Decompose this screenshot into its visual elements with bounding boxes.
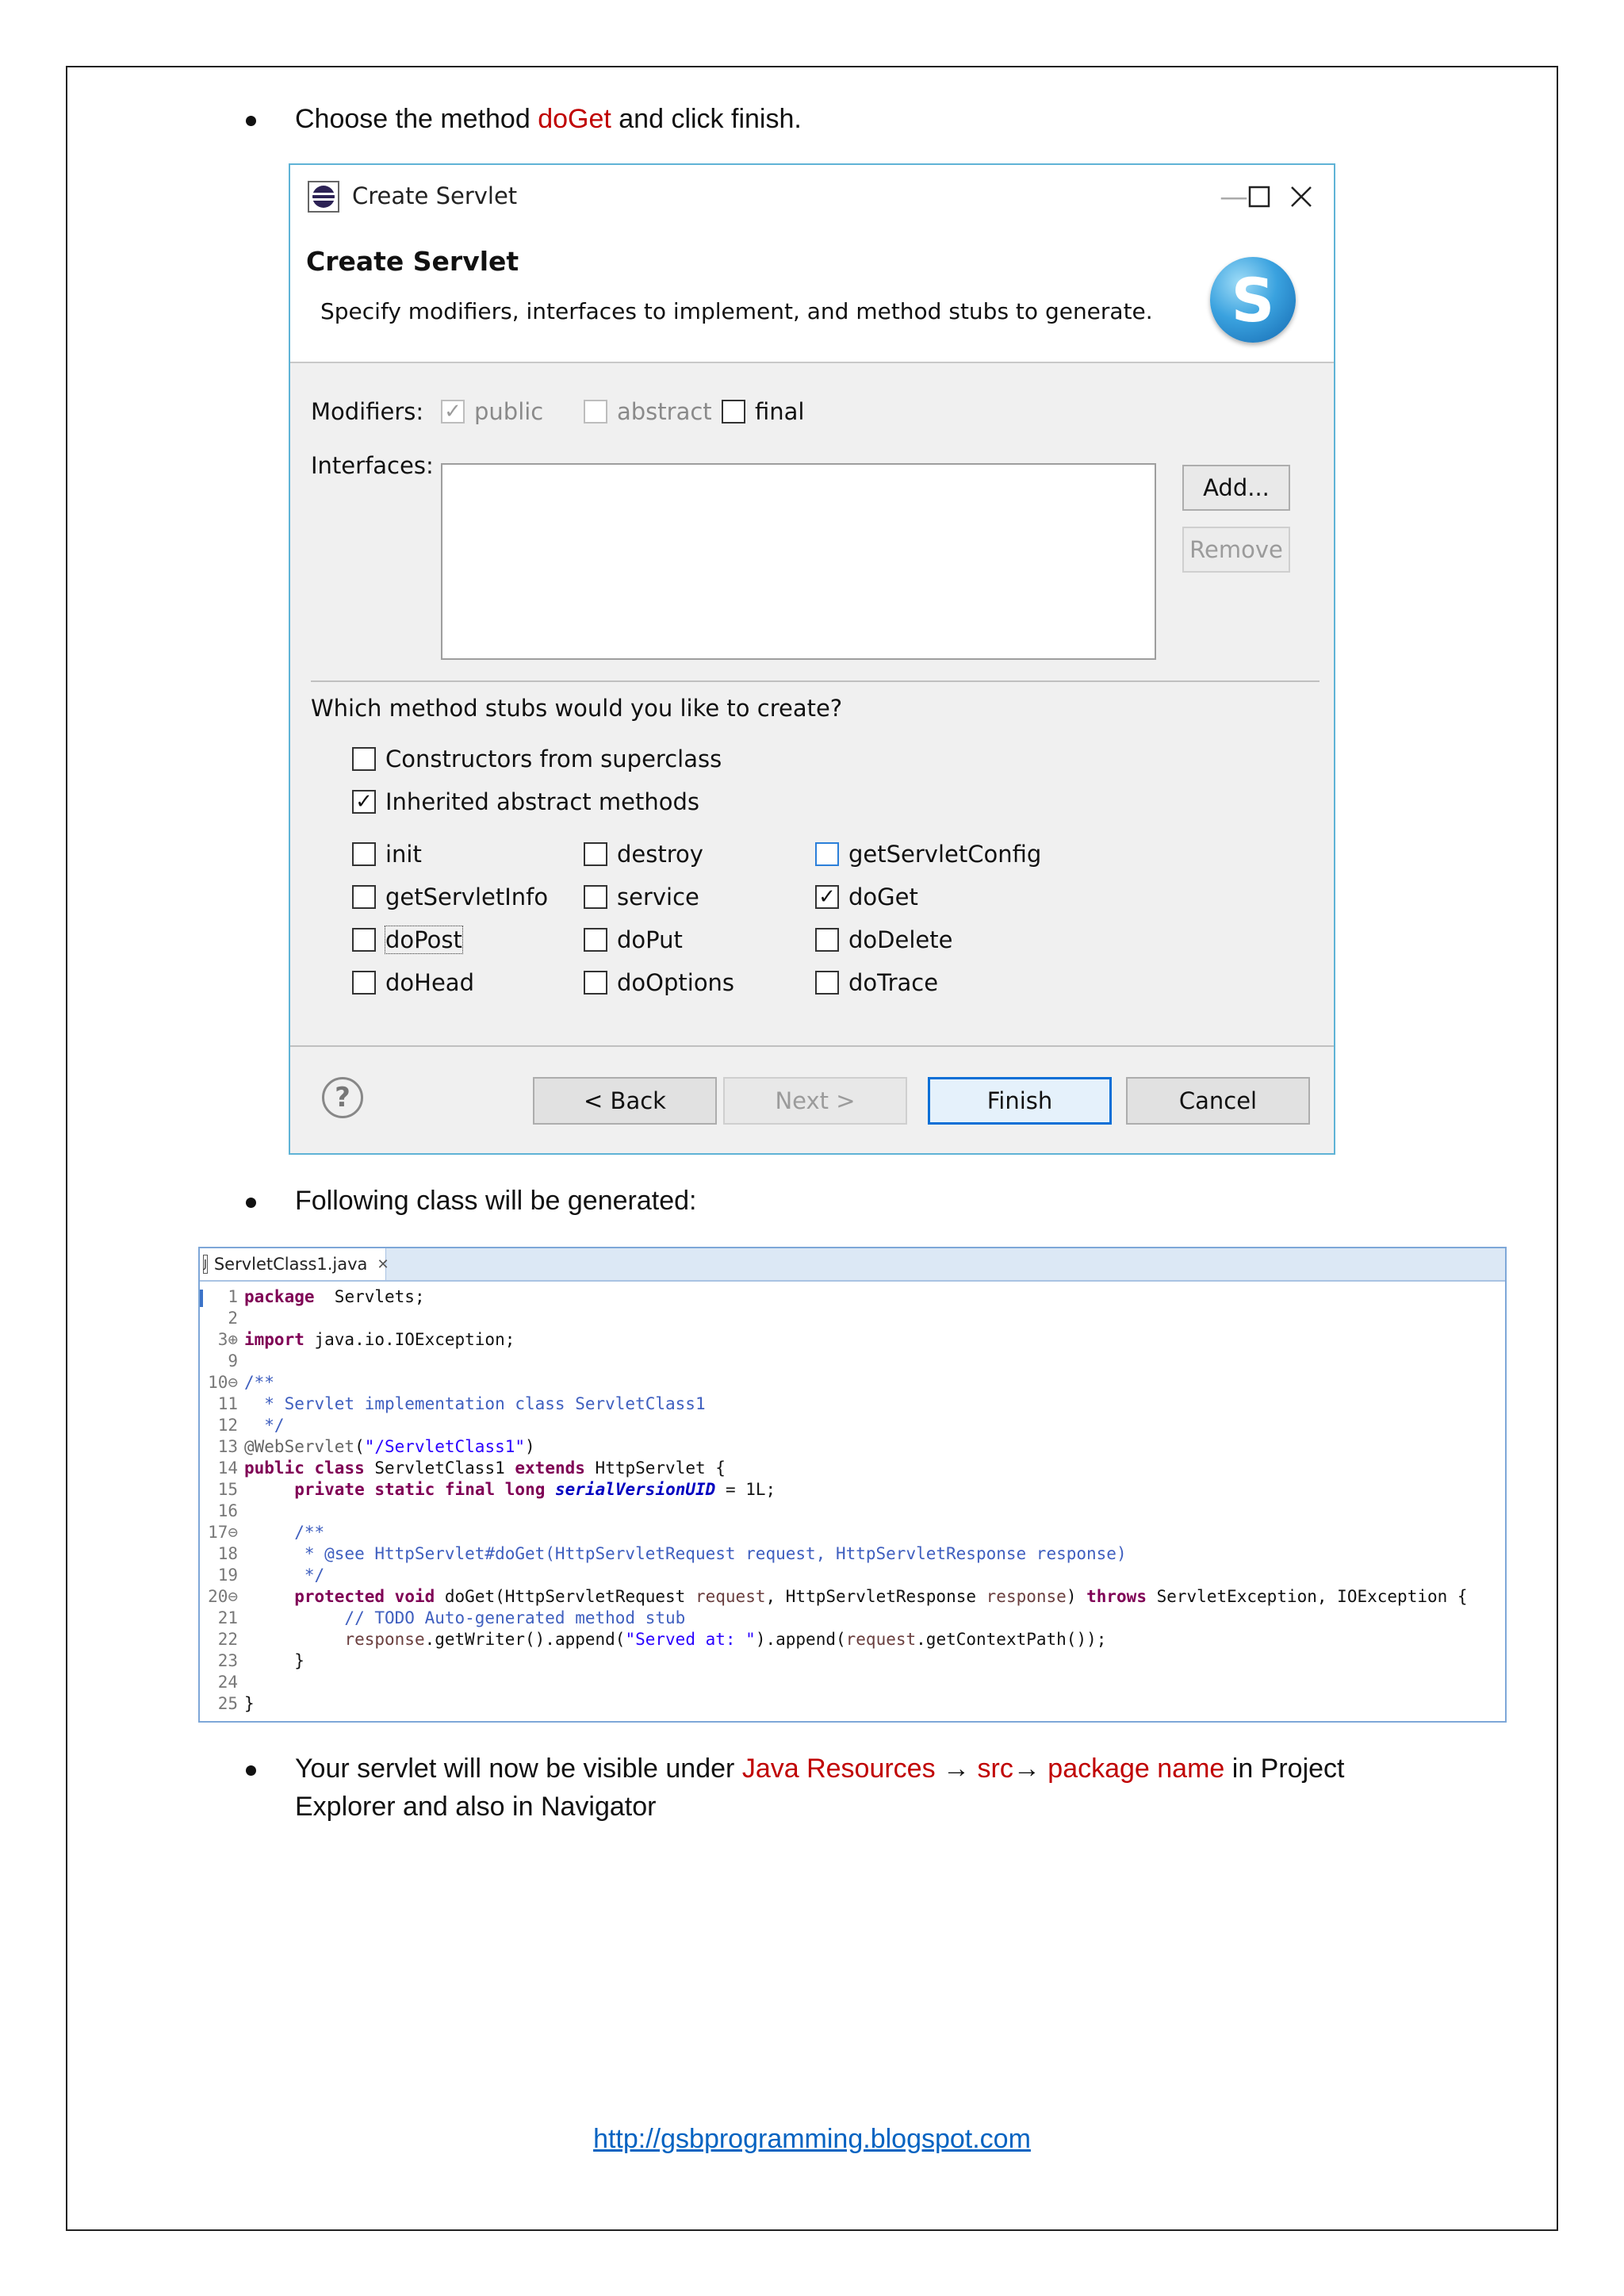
minimize-icon[interactable]: — [1220,180,1248,213]
code-line [200,1286,1505,1308]
constructors-checkbox[interactable] [352,747,376,771]
line-source: /** [244,1373,274,1392]
eclipse-icon [308,181,339,213]
editor-tab[interactable] [200,1248,389,1280]
service-label: service [617,884,699,910]
code-line [200,1393,1505,1415]
line-source: // TODO Auto-generated method stub [244,1608,686,1627]
line-source: /** [244,1523,325,1542]
check-icon: ✓ [444,400,462,424]
getservletconfig-checkbox[interactable] [815,842,839,866]
line-source: protected void doGet(HttpServletRequest request, HttpServletResponse response) throws ServletException, IOException { [294,1587,1468,1606]
dodelete-label: doDelete [848,926,953,953]
close-tab-icon[interactable]: ✕ [377,1255,389,1273]
line-number: 16 [217,1501,238,1520]
cancel-button[interactable]: Cancel [1126,1077,1310,1125]
bullet-text-part: Your servlet will now be visible under [295,1754,742,1784]
code-line [200,1565,1505,1586]
getservletconfig-label: getServletConfig [848,841,1042,868]
abstract-checkbox[interactable] [584,400,607,424]
create-servlet-dialog [289,163,1335,1155]
final-label: final [755,398,805,425]
doget-label: doGet [848,884,918,910]
line-number: 10⊖ [208,1373,238,1392]
line-source: * @see HttpServlet#doGet(HttpServletRequest request, HttpServletResponse response) [244,1544,1127,1563]
line-number: 1 [228,1287,238,1306]
add-button[interactable]: Add... [1182,465,1290,511]
line-number: 21 [217,1608,238,1627]
code-area[interactable] [200,1286,1505,1715]
getservletinfo-label: getServletInfo [385,884,549,910]
code-line [200,1543,1505,1565]
dotrace-label: doTrace [848,969,939,996]
dohead-checkbox[interactable] [352,971,376,995]
line-number: 13 [217,1437,238,1456]
line-source: private static final long serialVersionUID = 1L; [294,1480,776,1499]
line-source: } [244,1651,304,1670]
line-source: public class ServletClass1 extends HttpServlet { [244,1458,726,1478]
src-highlight: src [977,1754,1013,1784]
line-number: 11 [217,1394,238,1413]
dooptions-checkbox[interactable] [584,971,607,995]
line-number: 9 [228,1351,238,1370]
close-icon[interactable] [1274,173,1329,220]
code-line [200,1479,1505,1501]
editor-tabbar [200,1248,1505,1282]
divider [311,680,1320,682]
help-icon[interactable]: ? [322,1077,363,1118]
final-checkbox[interactable] [722,400,745,424]
next-button[interactable]: Next > [723,1077,907,1125]
doput-checkbox[interactable] [584,928,607,952]
line-number: 20⊖ [208,1587,238,1606]
line-source: * Servlet implementation class ServletClass1 [244,1394,706,1413]
arrow-icon: → [1013,1754,1048,1784]
check-icon: ✓ [818,885,836,909]
line-source: @WebServlet("/ServletClass1") [244,1437,535,1456]
footer-link[interactable]: http://gsbprogramming.blogspot.com [593,2124,1031,2154]
code-line [200,1650,1505,1672]
header-title: Create Servlet [306,246,519,277]
code-editor [198,1247,1507,1723]
line-source: */ [244,1416,285,1435]
line-number: 23 [217,1651,238,1670]
method-highlight: doGet [538,104,611,134]
interfaces-list[interactable] [441,463,1156,660]
check-icon: ✓ [355,790,373,814]
line-number: 14 [217,1458,238,1478]
java-file-icon: J [203,1255,208,1274]
modifiers-label: Modifiers: [311,398,424,425]
code-line [200,1608,1505,1629]
code-line [200,1436,1505,1458]
code-line [200,1629,1505,1650]
dooptions-label: doOptions [617,969,735,996]
interfaces-label: Interfaces: [311,452,434,479]
line-number: 19 [217,1566,238,1585]
line-source: */ [244,1566,325,1585]
dotrace-checkbox[interactable] [815,971,839,995]
package-name-highlight: package name [1048,1754,1225,1784]
code-line [200,1586,1505,1608]
inherited-methods-label: Inherited abstract methods [385,788,699,815]
public-label: public [474,398,544,425]
window-title: Create Servlet [352,182,518,209]
stubs-question: Which method stubs would you like to create? [311,695,843,722]
line-number: 25 [217,1694,238,1713]
line-source: package Servlets; [244,1287,425,1306]
back-button[interactable]: < Back [533,1077,717,1125]
code-line [200,1458,1505,1479]
line-number: 2 [228,1309,238,1328]
abstract-label: abstract [617,398,712,425]
doget-checkbox[interactable] [815,885,839,909]
destroy-checkbox[interactable] [584,842,607,866]
dopost-label: doPost [385,926,462,953]
code-line [200,1522,1505,1543]
line-number: 22 [217,1630,238,1649]
dialog-header [290,230,1334,363]
header-description: Specify modifiers, interfaces to implement, and method stubs to generate. [320,298,1153,324]
code-line [200,1372,1505,1393]
bullet-dot [246,116,256,126]
init-checkbox[interactable] [352,842,376,866]
finish-button[interactable]: Finish [928,1077,1112,1125]
init-label: init [385,841,422,868]
code-line [200,1308,1505,1329]
java-resources-highlight: Java Resources [741,1754,936,1784]
tab-label: ServletClass1.java [213,1255,368,1274]
bullet-text [295,100,802,138]
arrow-icon: → [935,1754,978,1784]
bullet-dot [246,1198,256,1208]
destroy-label: destroy [617,841,703,868]
servlet-logo-icon: S [1210,257,1296,343]
bullet-text-part: in Project [1224,1754,1345,1784]
line-source: } [244,1694,255,1713]
public-checkbox[interactable] [441,400,465,424]
line-source: import java.io.IOException; [244,1330,515,1349]
dohead-label: doHead [385,969,474,996]
bullet-text-part: and click finish. [611,104,802,134]
code-line [200,1351,1505,1372]
remove-button[interactable]: Remove [1182,527,1290,573]
line-number: 18 [217,1544,238,1563]
line-number: 12 [217,1416,238,1435]
line-number: 3⊕ [217,1330,238,1349]
line-number: 17⊖ [208,1523,238,1542]
bullet-text [295,1750,1345,1788]
bullet-dot [246,1765,256,1776]
code-line [200,1672,1505,1693]
line-number: 24 [217,1673,238,1692]
bullet-text-line2: Explorer and also in Navigator [295,1792,657,1822]
dodelete-checkbox[interactable] [815,928,839,952]
code-line [200,1329,1505,1351]
service-checkbox[interactable] [584,885,607,909]
constructors-label: Constructors from superclass [385,746,722,772]
line-number: 15 [217,1480,238,1499]
bullet-text-part: Choose the method [295,104,538,134]
getservletinfo-checkbox[interactable] [352,885,376,909]
inherited-methods-checkbox[interactable] [352,790,376,814]
doput-label: doPut [617,926,683,953]
footer-divider [290,1045,1334,1047]
dialog-titlebar [290,165,1334,230]
dopost-checkbox[interactable] [352,928,376,952]
code-line [200,1415,1505,1436]
code-line [200,1501,1505,1522]
bullet-text: Following class will be generated: [295,1186,697,1216]
code-line [200,1693,1505,1715]
line-source: response.getWriter().append("Served at: ").append(request.getContextPath()); [344,1630,1107,1649]
